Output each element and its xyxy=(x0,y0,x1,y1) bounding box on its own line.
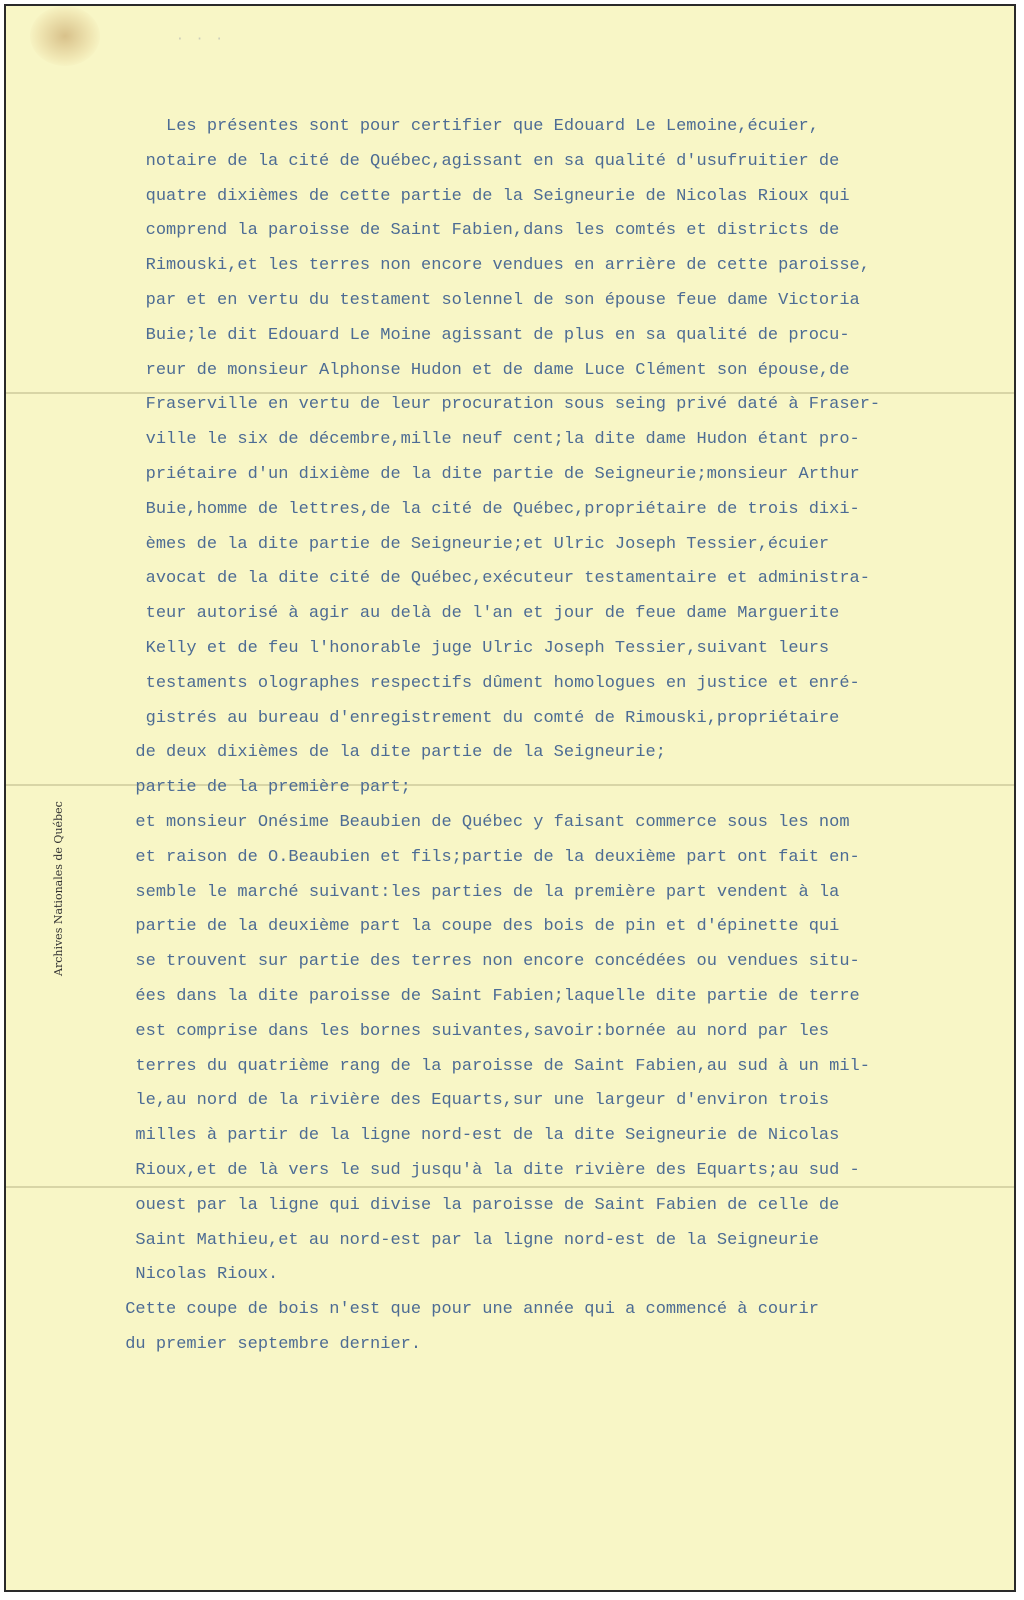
faded-letterhead: · · · xyxy=(176,32,226,47)
text-line: avocat de la dite cité de Québec,exécuteur testamentaire et administra- xyxy=(64,569,870,589)
text-line: et monsieur Onésime Beaubien de Québec y faisant commerce sous les nom xyxy=(64,812,850,832)
text-line: partie de la première part; xyxy=(64,778,411,798)
document-page xyxy=(4,4,1016,1592)
text-line: Kelly et de feu l'honorable juge Ulric Joseph Tessier,suivant leurs xyxy=(64,638,830,658)
text-line: ville le six de décembre,mille neuf cent;la dite dame Hudon étant pro- xyxy=(64,430,860,450)
text-line: Les présentes sont pour certifier que Edouard Le Lemoine,écuier, xyxy=(64,117,819,136)
text-line: ouest par la ligne qui divise la paroisse de Saint Fabien de celle de xyxy=(64,1195,840,1215)
text-line: et raison de O.Beaubien et fils;partie de la deuxième part ont fait en- xyxy=(64,847,860,867)
text-line: Saint Mathieu,et au nord-est par la ligne nord-est de la Seigneurie xyxy=(64,1230,819,1250)
text-line: testaments olographes respectifs dûment homologues en justice et enré- xyxy=(64,673,860,693)
text-line: se trouvent sur partie des terres non encore concédées ou vendues situ- xyxy=(64,952,860,972)
text-line: Rimouski,et les terres non encore vendues en arrière de cette paroisse, xyxy=(64,256,870,276)
text-line: notaire de la cité de Québec,agissant en sa qualité d'usufruitier de xyxy=(64,151,840,171)
text-line: du premier septembre dernier. xyxy=(64,1334,422,1354)
text-line: Rioux,et de là vers le sud jusqu'à la dite rivière des Equarts;au sud - xyxy=(64,1160,860,1180)
text-line: de deux dixièmes de la dite partie de la Seigneurie; xyxy=(64,743,666,763)
text-line: partie de la deuxième part la coupe des bois de pin et d'épinette qui xyxy=(64,917,840,937)
text-line: quatre dixièmes de cette partie de la Seigneurie de Nicolas Rioux qui xyxy=(64,186,850,206)
archive-stamp-text: Archives Nationales de Québec xyxy=(52,801,65,976)
text-line: est comprise dans les bornes suivantes,savoir:bornée au nord par les xyxy=(64,1021,830,1041)
text-line: milles à partir de la ligne nord-est de la dite Seigneurie de Nicolas xyxy=(64,1126,840,1146)
text-line: Fraserville en vertu de leur procuration sous seing privé daté à Fraser- xyxy=(64,395,881,415)
text-line: teur autorisé à agir au delà de l'an et jour de feue dame Marguerite xyxy=(64,604,840,624)
text-line: comprend la paroisse de Saint Fabien,dans les comtés et districts de xyxy=(64,221,840,241)
text-line: gistrés au bureau d'enregistrement du comté de Rimouski,propriétaire xyxy=(64,708,840,728)
text-line: terres du quatrième rang de la paroisse de Saint Fabien,au sud à un mil- xyxy=(64,1056,870,1076)
typed-text-body xyxy=(64,110,944,1363)
text-line: semble le marché suivant:les parties de la première part vendent à la xyxy=(64,882,840,902)
text-line: ées dans la dite paroisse de Saint Fabien;laquelle dite partie de terre xyxy=(64,986,860,1006)
text-line: Buie;le dit Edouard Le Moine agissant de plus en sa qualité de procu- xyxy=(64,325,850,345)
text-line: èmes de la dite partie de Seigneurie;et Ulric Joseph Tessier,écuier xyxy=(64,534,830,554)
text-line: le,au nord de la rivière des Equarts,sur une largeur d'environ trois xyxy=(64,1091,830,1111)
archive-stamp xyxy=(30,796,65,976)
text-line: reur de monsieur Alphonse Hudon et de dame Luce Clément son épouse,de xyxy=(64,360,850,380)
text-line: priétaire d'un dixième de la dite partie de Seigneurie;monsieur Arthur xyxy=(64,464,860,484)
text-line: Cette coupe de bois n'est que pour une année qui a commencé à courir xyxy=(64,1300,819,1320)
text-line: Buie,homme de lettres,de la cité de Québec,propriétaire de trois dixi- xyxy=(64,499,860,519)
paper-stain xyxy=(30,6,100,66)
text-line: Nicolas Rioux. xyxy=(64,1265,279,1285)
text-line: par et en vertu du testament solennel de son épouse feue dame Victoria xyxy=(64,290,860,310)
